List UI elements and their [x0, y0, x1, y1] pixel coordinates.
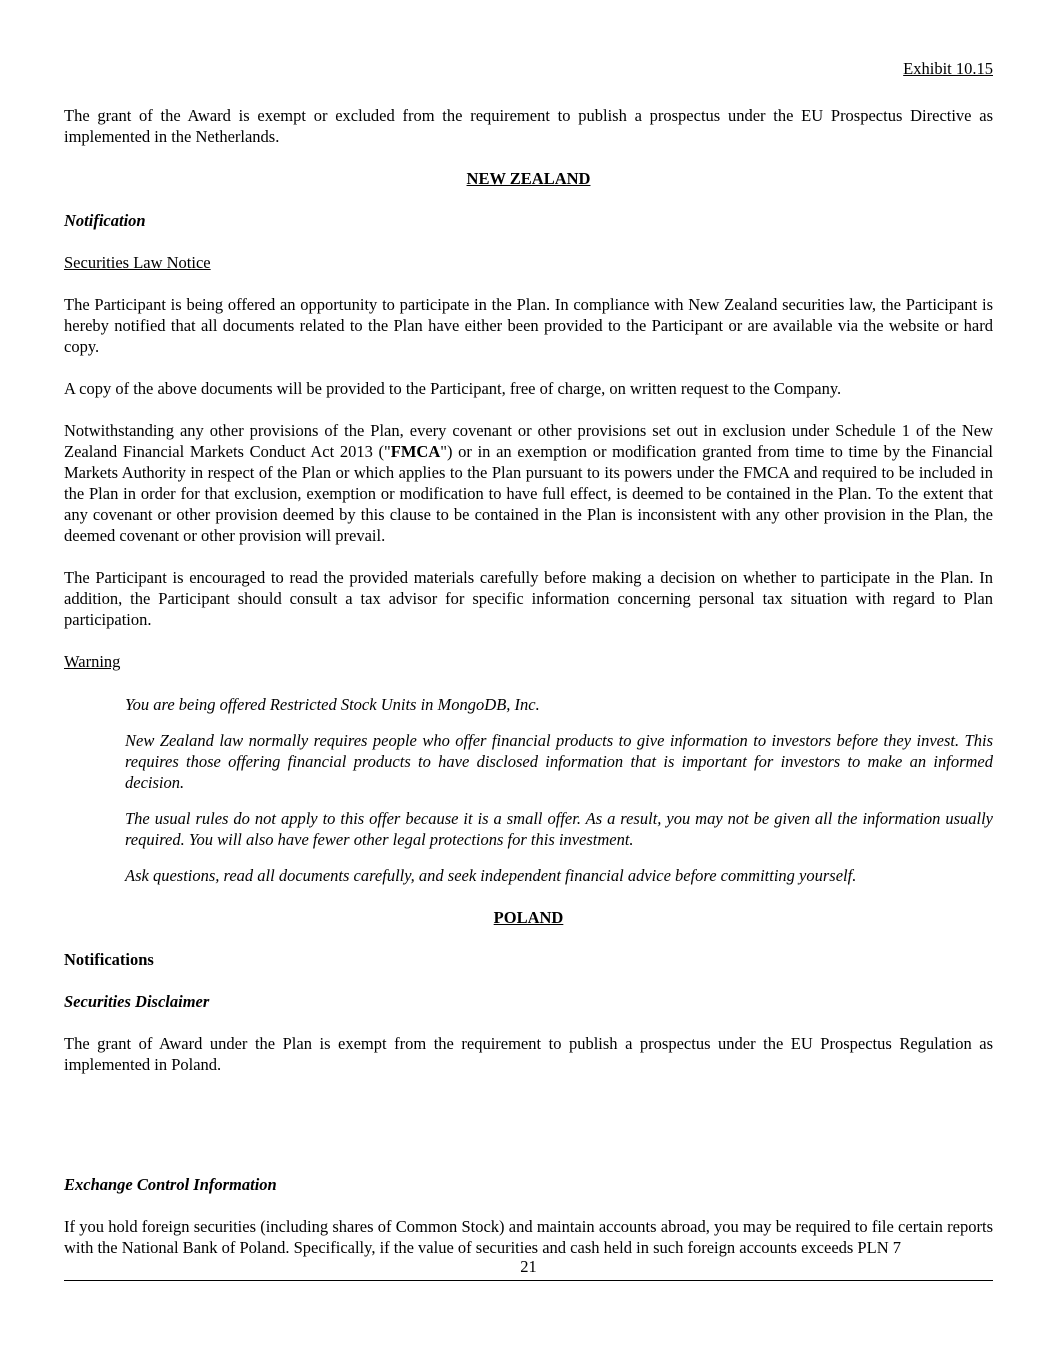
fmca-term: FMCA: [390, 442, 441, 461]
page-number: 21: [520, 1257, 537, 1276]
nz-paragraph-1: The Participant is being offered an opportunity to participate in the Plan. In compliance with New Zealand securities law, the Participant is hereby notified that all documents related to the Plan have either been provided to the Participant or are available via the website or hard copy.: [64, 295, 993, 356]
page-footer: [64, 1256, 993, 1281]
nz-paragraph-4: The Participant is encouraged to read the provided materials carefully before making a decision on whether to participate in the Plan. In addition, the Participant should consult a tax advisor for specific information concerning personal tax situation with regard to Plan participation.: [64, 568, 993, 629]
nz-paragraph-2: A copy of the above documents will be provided to the Participant, free of charge, on written request to the Company.: [64, 379, 842, 398]
exhibit-label: [64, 58, 993, 79]
securities-law-notice-heading: Securities Law Notice: [64, 253, 211, 272]
netherlands-paragraph: The grant of the Award is exempt or excluded from the requirement to publish a prospectus under the EU Prospectus Directive as implemented in the Netherlands.: [64, 106, 993, 146]
warning-quote-2: New Zealand law normally requires people who offer financial products to give information to investors before they invest. This requires those offering financial products to have disclosed information that is important for investors to make an informed decision.: [125, 731, 993, 792]
nz-paragraph-3-pre: Notwithstanding any other provisions of the Plan, every covenant or other provisions set out in exclusion under Schedule 1 of the New Zealand Financial Markets Conduct Act 2013 (": [64, 421, 993, 461]
poland-section-title: POLAND: [493, 908, 564, 927]
poland-securities-paragraph: The grant of Award under the Plan is exempt from the requirement to publish a prospectus under the EU Prospectus Regulation as implemented in Poland.: [64, 1034, 993, 1074]
new-zealand-section-title: NEW ZEALAND: [466, 169, 591, 188]
nz-paragraph-3-post: ") or in an exemption or modification granted from time to time by the Financial Markets Authority in respect of the Plan or which applies to the Plan pursuant to its powers under the FMCA and required to be included in the Plan in order for that exclusion, exemption or modification to have full effect, is deemed to be contained in the Plan. To the extent that any covenant or other provision deemed by this clause to be contained in the Plan is inconsistent with any other provision in the Plan, the deemed covenant or other provision will prevail.: [64, 442, 993, 545]
exchange-control-paragraph: If you hold foreign securities (including shares of Common Stock) and maintain accounts abroad, you may be required to file certain reports with the National Bank of Poland. Specifically, if the value of securities and cash held in such foreign accounts exceeds PLN 7: [64, 1217, 993, 1257]
footer-rule: [64, 1280, 993, 1281]
exhibit-number: Exhibit 10.15: [903, 59, 993, 78]
warning-quote-1: You are being offered Restricted Stock Units in MongoDB, Inc.: [125, 695, 540, 714]
warning-heading: Warning: [64, 652, 121, 671]
notification-heading: Notification: [64, 211, 146, 230]
nz-paragraph-3: [64, 420, 993, 546]
warning-quote-4: Ask questions, read all documents carefully, and seek independent financial advice before committing yourself.: [125, 866, 857, 885]
exchange-control-heading: Exchange Control Information: [64, 1175, 277, 1194]
notifications-heading: Notifications: [64, 950, 154, 969]
securities-disclaimer-heading: Securities Disclaimer: [64, 992, 210, 1011]
warning-quote-3: The usual rules do not apply to this offer because it is a small offer. As a result, you may not be given all the information usually required. You will also have fewer other legal protections for this investment.: [125, 809, 993, 849]
